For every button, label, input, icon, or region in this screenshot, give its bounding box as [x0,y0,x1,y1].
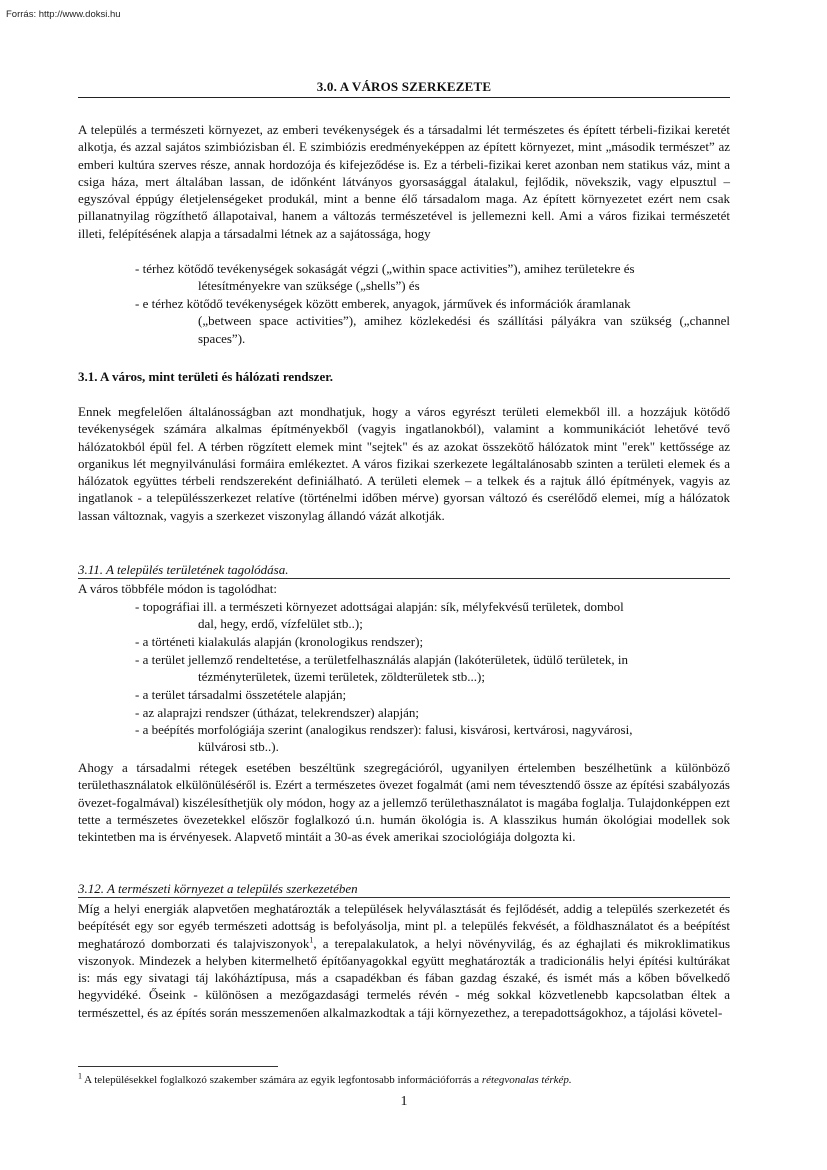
bullet-text: - a beépítés morfológiája szerint (analogikus rendszer): falusi, kisvárosi, kertvárosi, nagyvárosi, [135,722,633,737]
bullet-text: - topográfiai ill. a természeti környezet adottságai alapján: sík, mélyfekvésű területek, dombol [135,599,624,614]
bullet-continuation: létesítményekre van szüksége („shells”) és [198,278,420,294]
bullet-continuation: dal, hegy, erdő, vízfelület stb..); [198,616,363,632]
source-label: Forrás: http://www.doksi.hu [6,9,121,20]
page-title: 3.0. A VÁROS SZERKEZETE [316,79,492,94]
bullet-text: - a történeti kialakulás alapján (kronologikus rendszer); [135,634,424,649]
section-312-paragraph [78,900,730,1021]
bullet-text: - a terület társadalmi összetétele alapján; [135,687,347,702]
footnote-text: A településekkel foglalkozó szakember számára az egyik legfontosabb információforrás a [82,1074,482,1086]
section-311-bullet-4 [135,686,730,703]
paragraph-text: Míg a helyi energiák alapvetően meghatározták a települések helyválasztását és fejlődését, addig a település szerkezetét és beépítését egy sor egyéb természeti adottság is befolyásolja, mint pl. a település fekvését, a földhasználatot és a beépítést meghatározó domborzati és talajviszonyok [78,901,730,951]
intro-bullet-2 [135,295,730,347]
footnote-divider [78,1066,278,1067]
bullet-continuation: („between space activities”), amihez közlekedési és szállítási pályákra van szükség („channel spaces”). [198,313,730,346]
bullet-text: - az alaprajzi rendszer (útházat, telekrendszer) alapján; [135,705,420,720]
footnote [78,1073,730,1087]
title-divider [78,97,730,98]
section-311-intro: A város többféle módon is tagolódhat: [78,581,277,596]
section-311-paragraph: Ahogy a társadalmi rétegek esetében beszéltünk szegregációról, ugyanilyen értelemben beszélhetünk a különböző területhasználatok elkülönüléséről is. Ezért a természetes övezet fogalmát (ami nem tévesztendő össze az építési szabályozás övezet-fogalmával) kiszélesíthetjük oly módon, hogy az a jellemző területhasználatot is magába foglalja. Tulajdonképpen ezt tette a természetes övezetekkel először foglalkozó ú.n. humán ökológia is. A klasszikus humán ökológiai modellek sok tekintetben ma is érvényesek. Alapvető mintáit a 30-as évek amerikai szociológiája dolgozta ki. [78,760,730,845]
section-311-bullet-2 [135,633,730,650]
bullet-continuation: tézményterületek, üzemi területek, zöldterületek stb...); [198,669,485,685]
bullet-continuation: külvárosi stb..). [198,739,279,755]
footnote-number: 1 [78,1071,82,1081]
intro-paragraph: A település a természeti környezet, az emberi tevékenységek és a társadalmi lét természetes és épített térbeli-fizikai keretét alkotja, és azzal sajátos szimbiózisban él. E szimbiózis eredményeképpen az épített környezet, mint „második természet” az emberi kultúra szerves része, annak hordozója és kifejeződése is. Ez a térbeli-fizikai keret azonban nem statikus váz, mint a csiga háza, mert általában lassan, de időnként látványos gyorsasággal átalakul, fejlődik, növekszik, vagy elpusztul – egyszóval éppúgy életjelenségeket produkál, mint a benne élő társadalom maga. Az épített környezetet ezért nem csak pillanatnyilag rögzíthető állapotaival, hanem a változás természetével is jellemezni kell. Ami a város fizikai természetét illeti, felépítésének alapja a társadalmi létnek az a sajátossága, hogy [78,122,730,241]
intro-bullet-1 [135,260,730,295]
footnote-emphasis: rétegvonalas térkép. [481,1074,572,1086]
page-number: 1 [400,1094,408,1109]
section-31-heading: 3.1. A város, mint területi és hálózati rendszer. [78,369,334,384]
section-312-divider [78,897,730,898]
section-311-bullet-6 [135,721,730,756]
bullet-text: - térhez kötődő tevékenységek sokaságát végzi („within space activities”), amihez területekre és [135,261,635,276]
section-312-heading: 3.12. A természeti környezet a település szerkezetében [78,881,358,896]
bullet-text: - a terület jellemző rendeltetése, a területfelhasználás alapján (lakóterületek, üdülő területek, in [135,652,629,667]
section-311-bullet-5 [135,704,730,721]
section-311-divider [78,578,730,579]
footnote-reference[interactable]: 1 [309,935,314,945]
section-311-bullet-3 [135,651,730,686]
section-311-bullet-1 [135,598,730,633]
section-311-heading: 3.11. A település területének tagolódása. [78,562,289,577]
section-31-paragraph: Ennek megfelelően általánosságban azt mondhatjuk, hogy a város egyrészt területi elemekből ill. a hozzájuk kötődő tevékenységek számára alkalmas építményekből (vagyis ingatlanokból), valamint a kommunikációt lehetővé tevő hálózatokból épül fel. A térben rögzített elemek mint "sejtek" és az azokat összekötő hálózatok mint "erek" kettőssége az organikus lét megnyilvánulási formáira emlékeztet. A város fizikai szerkezete legáltalánosabb szinten a területi elemek és a hálózatok együttes térbeli rendszereként definiálható. A területi elemek – a telkek és a rajtuk álló építmények, vagyis az ingatlanok - a településszerkezet relatíve (történelmi időben mérve) gyorsan változó és cserélődő elemei, míg a hálózatok lassan változnak, vagyis a szerkezet viszonylag állandó vázát alkotják. [78,404,730,523]
bullet-text: - e térhez kötődő tevékenységek között emberek, anyagok, járművek és információk áramlanak [135,296,631,311]
paragraph-text: , a terepalakulatok, a helyi növényvilág, és az éghajlati és mikroklimatikus viszonyok. Mindezek a helyben kitermelhető építőanyagokkal együtt meghatározták a tradicionális helyi építési kultúrákat is: más egy sivatagi táj lakóháztípusa, más a csapadékban és fában gazdag északé, és ismét más a kőben bővelkedő hegyvidéké. Őseink - különösen a mezőgazdasági termelés révén - még sokkal közvetlenebb kapcsolatban éltek a természettel, és az építés során messzemenően alkalmazkodtak a táji környezethez, a terepadottságokhoz, a tájolási követel- [78,935,731,1020]
